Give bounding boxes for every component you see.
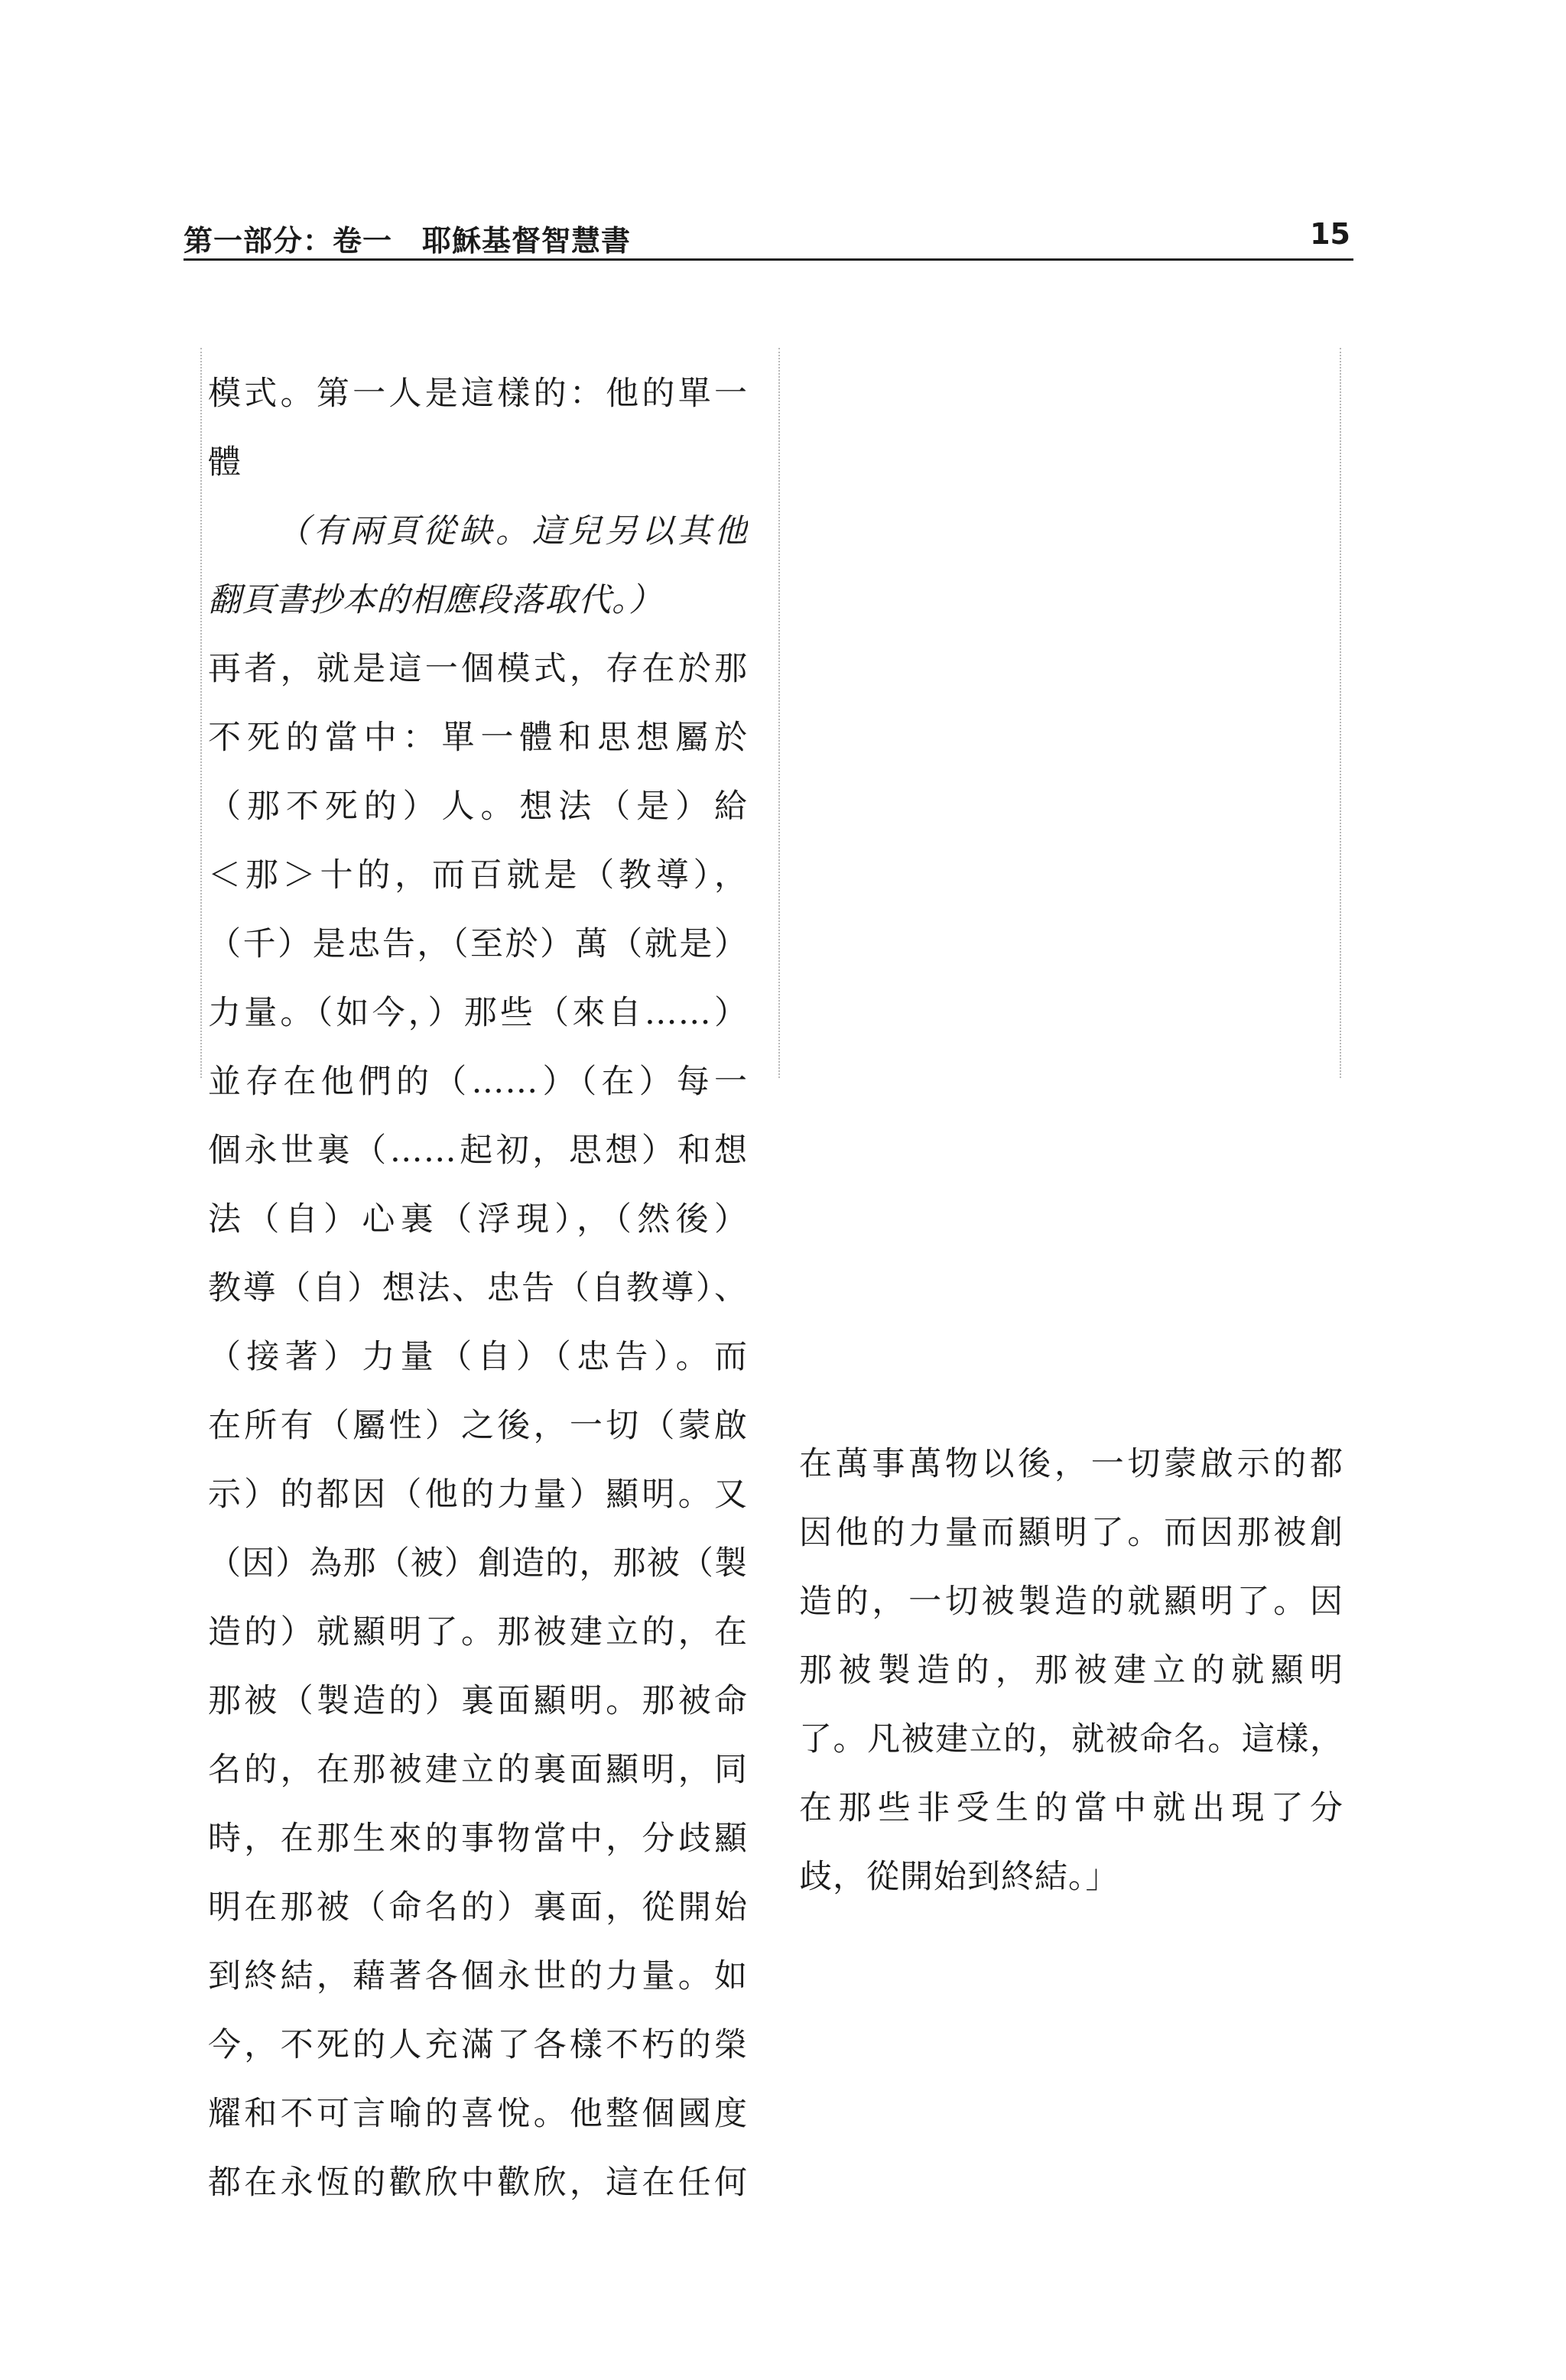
- text-line: 那被製造的，那被建立的就顯明: [799, 1651, 1343, 1690]
- text-line: 法（自）心裏（浮現），（然後）: [208, 1200, 748, 1239]
- text-line: 名的，在那被建立的裏面顯明，同: [208, 1751, 748, 1789]
- text-line: 在那些非受生的當中就出現了分: [799, 1789, 1343, 1827]
- text-line: （因）為那（被）創造的，那被（製: [208, 1544, 748, 1583]
- text-line: 個永世裏（……起初，思想）和想: [208, 1132, 748, 1170]
- header-title: 第一部分：卷一 耶穌基督智慧書: [184, 224, 632, 258]
- column-divider: [778, 348, 780, 1078]
- text-line: 了。凡被建立的，就被命名。這樣，: [799, 1720, 1343, 1758]
- text-line: 教導（自）想法、忠告（自教導）、: [208, 1269, 748, 1307]
- text-line: （千）是忠告，（至於）萬（就是）: [208, 925, 748, 963]
- text-line: 耀和不可言喻的喜悅。他整個國度: [208, 2095, 748, 2133]
- text-line: 因他的力量而顯明了。而因那被創: [799, 1514, 1343, 1552]
- page-number: 15: [1310, 217, 1350, 251]
- text-line: 模式。第一人是這樣的：他的單一: [208, 375, 748, 413]
- text-line: 不死的當中：單一體和思想屬於: [208, 719, 748, 757]
- text-line: 歧，從開始到終結。」: [799, 1858, 1119, 1896]
- text-line: （接著）力量（自）（忠告）。而: [208, 1338, 748, 1376]
- text-line: 明在那被（命名的）裏面，從開始: [208, 1888, 748, 1927]
- editorial-note-line: 翻頁書抄本的相應段落取代。）: [208, 581, 663, 619]
- running-header: [184, 214, 1353, 261]
- text-line: ＜那＞十的，而百就是（教導），: [208, 856, 748, 895]
- left-column-text: [208, 359, 748, 2217]
- right-margin-rule: [1340, 348, 1341, 1078]
- text-line: 那被（製造的）裏面顯明。那被命: [208, 1682, 748, 1720]
- text-line: 體: [208, 443, 242, 482]
- text-line: 並存在他們的（……）（在）每一: [208, 1063, 748, 1101]
- text-line: 造的，一切被製造的就顯明了。因: [799, 1583, 1343, 1621]
- text-line: 都在永恆的歡欣中歡欣，這在任何: [208, 2164, 748, 2202]
- right-column-text: [799, 1430, 1343, 1911]
- left-margin-rule: [200, 348, 202, 1078]
- text-line: 到終結，藉著各個永世的力量。如: [208, 1957, 748, 1995]
- text-line: 在萬事萬物以後，一切蒙啟示的都: [799, 1445, 1343, 1483]
- text-line: 再者，就是這一個模式，存在於那: [208, 650, 748, 688]
- editorial-note-line: （有兩頁從缺。這兒另以其他: [277, 512, 748, 550]
- text-line: 今，不死的人充滿了各樣不朽的榮: [208, 2026, 748, 2064]
- text-line: （那不死的）人。想法（是）給: [208, 787, 748, 826]
- text-line: 示）的都因（他的力量）顯明。又: [208, 1476, 748, 1514]
- text-line: 時，在那生來的事物當中，分歧顯: [208, 1820, 748, 1858]
- text-line: 在所有（屬性）之後，一切（蒙啟: [208, 1407, 748, 1445]
- text-line: 造的）就顯明了。那被建立的，在: [208, 1613, 748, 1651]
- text-line: 力量。（如今，）那些（來自……）: [208, 994, 748, 1032]
